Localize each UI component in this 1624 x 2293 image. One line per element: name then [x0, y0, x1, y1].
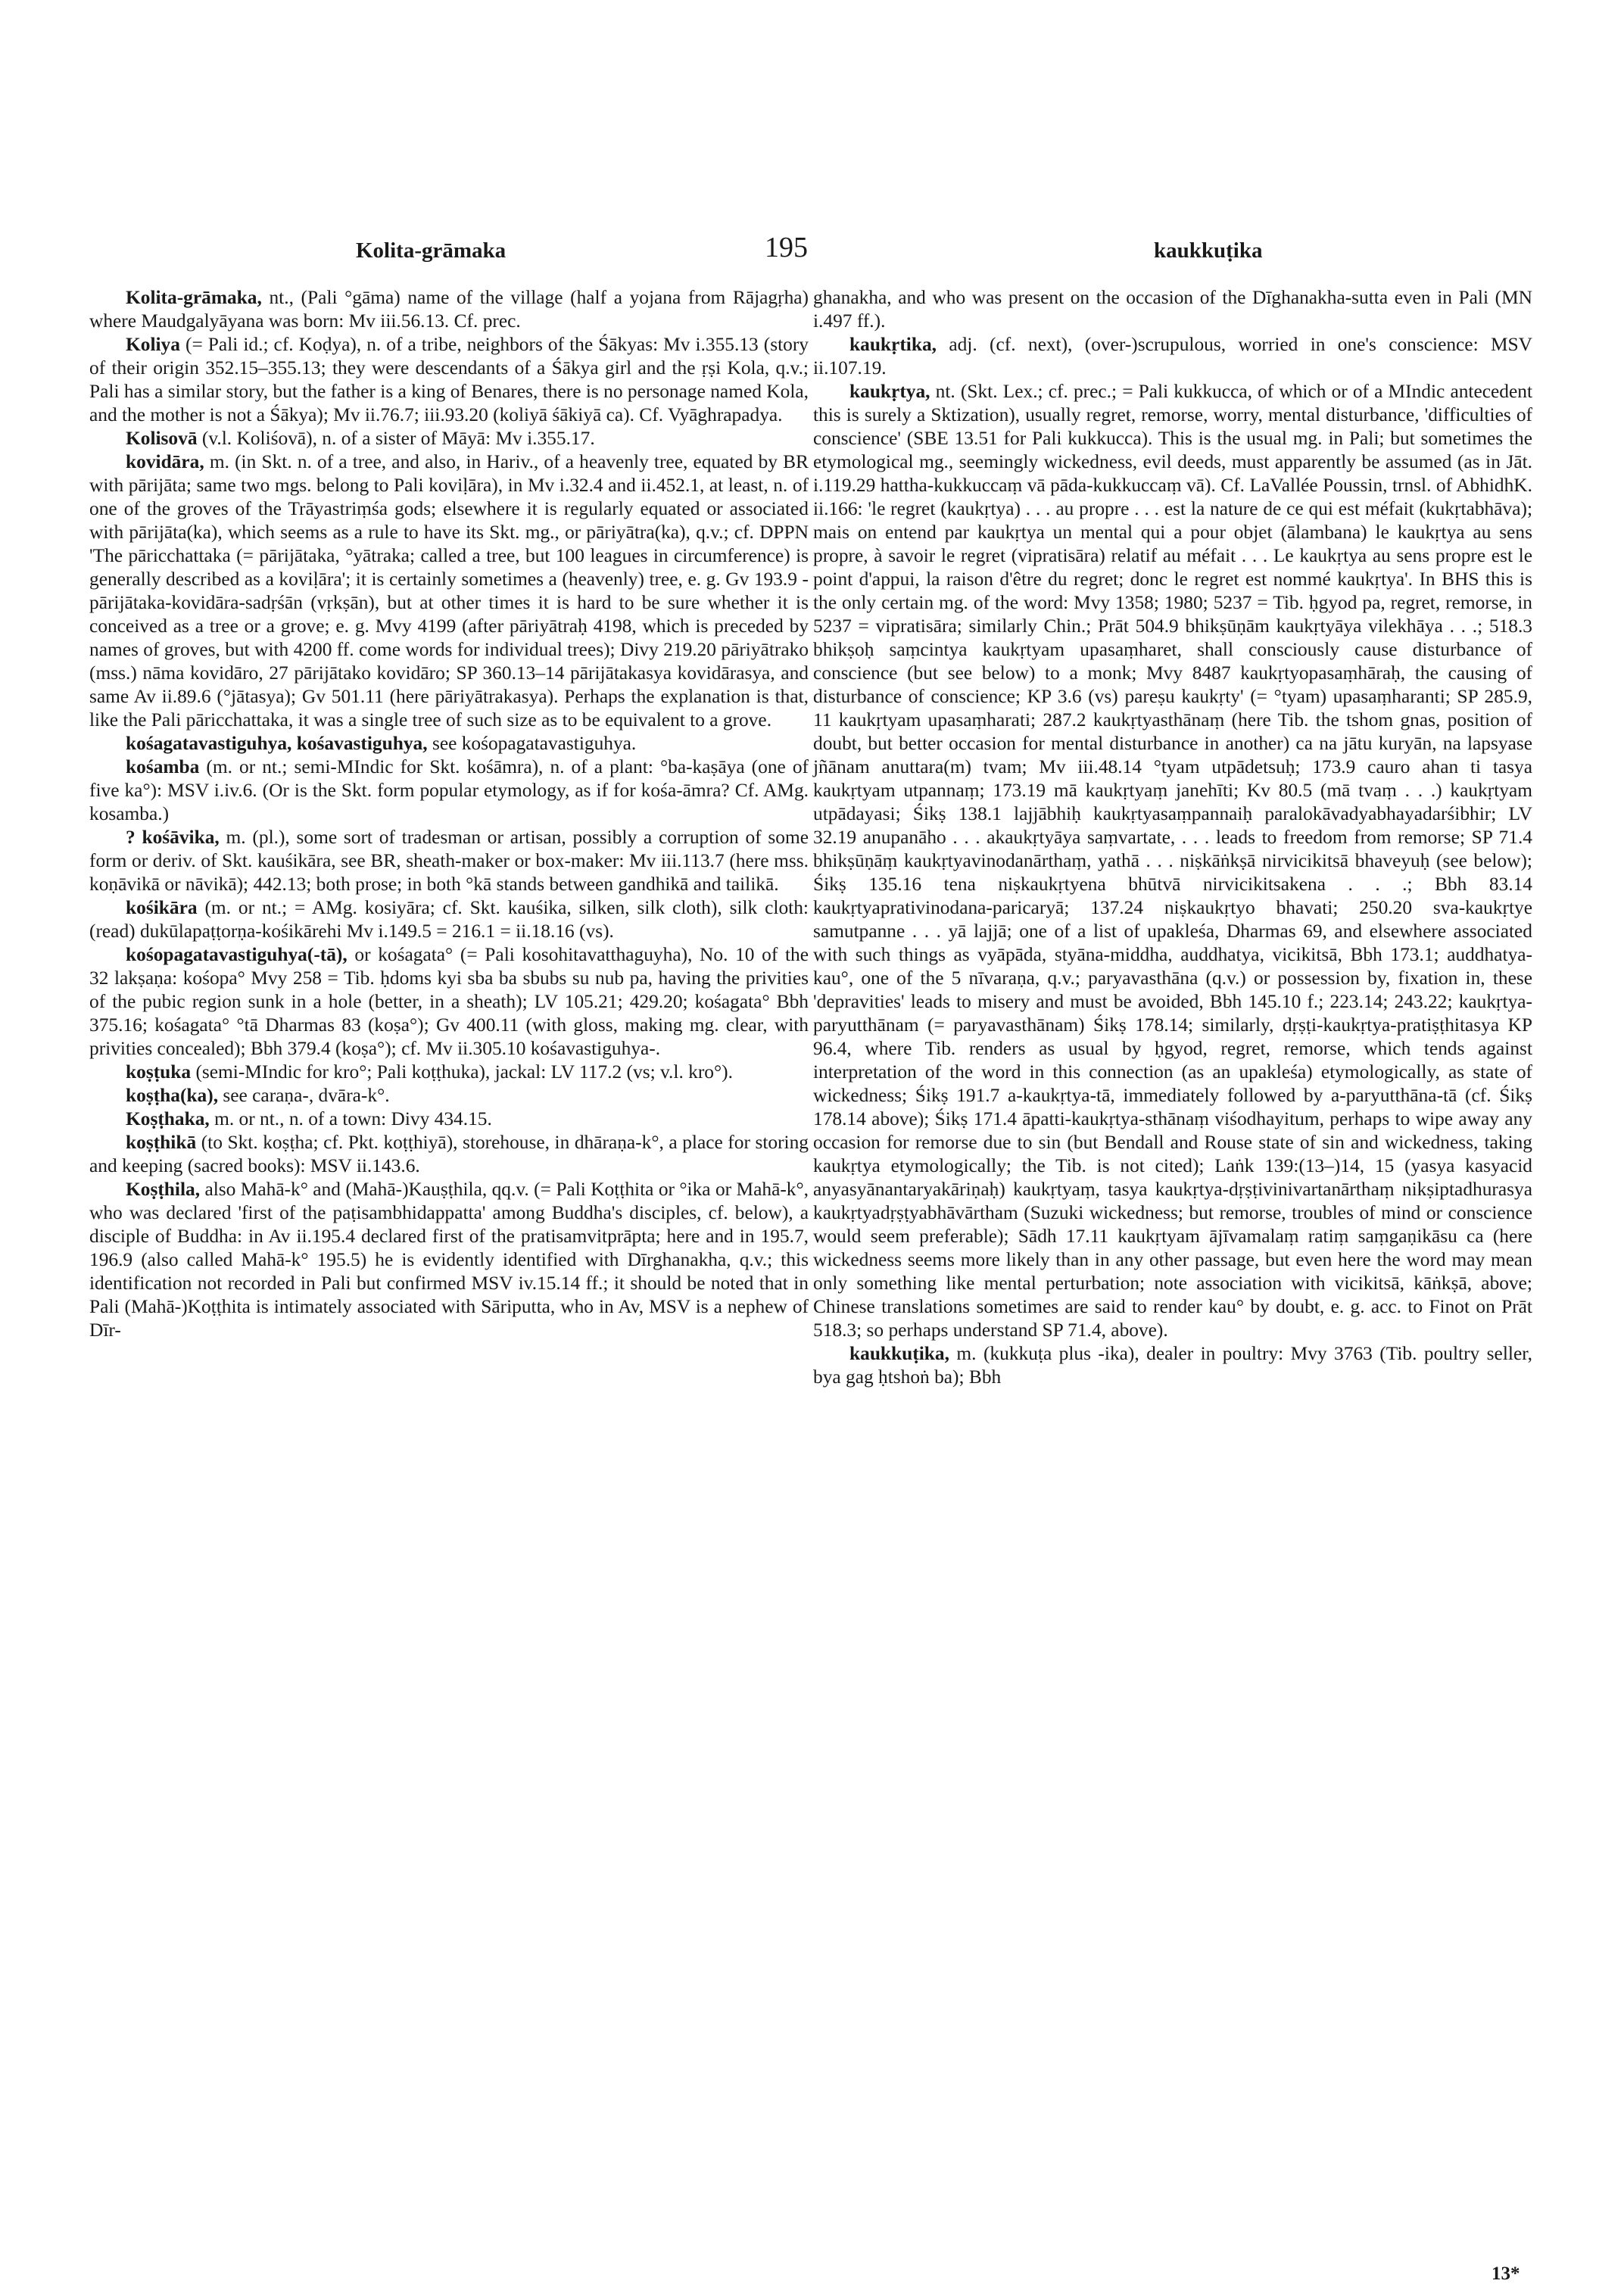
entry-text: ghanakha, and who was present on the occasion of the Dīghanakha-sutta even in Pali (MN i.497 ff.). [813, 287, 1532, 332]
running-header [0, 231, 1624, 276]
dictionary-entry [89, 896, 809, 943]
entry-text: (m. or nt.; = AMg. kosiyāra; cf. Skt. kauśika, silken, silk cloth), silk cloth: (read) dukūlapaṭṭorṇa-kośikārehi Mv i.149.5 = 216.1 = ii.18.16 (vs). [89, 897, 809, 942]
entry-headword: Koṣṭhila, [126, 1179, 201, 1200]
entry-text: m. or nt., n. of a town: Divy 434.15. [209, 1108, 492, 1129]
dictionary-entry [813, 333, 1532, 380]
entry-headword: koṣṭhikā [126, 1132, 197, 1153]
entry-text: nt., (Pali °gāma) name of the village (half a yojana from Rājagṛha) where Maudgalyāyana was born: Mv iii.56.13. Cf. prec. [89, 287, 809, 332]
entry-headword: kośikāra [126, 897, 198, 918]
entry-headword: Koliya [126, 334, 180, 355]
entry-headword: Kolita-grāmaka, [126, 287, 262, 308]
dictionary-entry [89, 450, 809, 732]
entry-text: (semi-MIndic for kro°; Pali koṭṭhuka), jackal: LV 117.2 (vs; v.l. kro°). [191, 1061, 733, 1083]
entry-headword: koṣṭha(ka), [126, 1085, 219, 1106]
entry-headword: Kolisovā [126, 428, 198, 449]
entry-text: (m. or nt.; semi-MIndic for Skt. kośāmra), n. of a plant: °ba-kaṣāya (one of five ka°): MSV i.iv.6. (Or is the Skt. form popular etymology, as if for kośa-āmra? Cf. AMg. kosamba.) [89, 756, 809, 824]
dictionary-entry [89, 427, 809, 450]
entry-text: also Mahā-k° and (Mahā-)Kauṣṭhila, qq.v. (= Pali Koṭṭhita or °ika or Mahā-k°, who was declared 'first of the paṭisambhidappatta' among Buddha's disciples, cf. below), a disciple of Buddha: in Av ii.195.4 declared first of the pratisamvitprāpta; here and in 195.7, 196.9 (also called Mahā-k° 195.5) he is evidently identified with Dīrghanakha, q.v.; this identification not recorded in Pali but confirmed MSV iv.15.14 ff.; it should be noted that in Pali (Mahā-)Koṭṭhita is intimately associated with Sāriputta, who in Av, MSV is a nephew of Dīr- [89, 1179, 809, 1341]
entry-text: m. (kukkuṭa plus -ika), dealer in poultry: Mvy 3763 (Tib. poultry seller, bya gag ḥtshoṅ ba); Bbh [813, 1343, 1532, 1388]
page-number: 195 [765, 232, 808, 263]
entry-text: see caraṇa-, dvāra-k°. [218, 1085, 390, 1106]
entry-headword: Koṣṭhaka, [126, 1108, 210, 1129]
dictionary-entry [813, 380, 1532, 1342]
dictionary-entry [89, 1084, 809, 1108]
dictionary-entry [89, 286, 809, 333]
dictionary-entry [89, 1061, 809, 1084]
dictionary-entry [89, 1178, 809, 1342]
entry-text: m. (pl.), some sort of tradesman or artisan, possibly a corruption of some form or deriv. of Skt. kauśikāra, see BR, sheath-maker or box-maker: Mv iii.113.7 (here mss. koṇāvikā or nāvikā); 442.13; both prose; in both °kā stands between gandhikā and tailikā. [89, 827, 809, 895]
header-left-guideword: Kolita-grāmaka [356, 238, 507, 263]
entry-text: see kośopagatavastiguhya. [427, 733, 637, 754]
signature-mark: 13* [1492, 2263, 1520, 2284]
dictionary-entry [89, 732, 809, 756]
dictionary-entry [89, 1131, 809, 1178]
entry-headword: kaukṛtya, [849, 381, 930, 402]
entry-headword: kaukkuṭika, [849, 1343, 949, 1364]
right-column [813, 286, 1532, 1389]
dictionary-entry [89, 333, 809, 427]
dictionary-entry [89, 943, 809, 1061]
header-right-guideword: kaukkuṭika [1154, 238, 1263, 263]
left-column [89, 286, 809, 1342]
dictionary-entry [89, 1108, 809, 1131]
entry-text: (= Pali id.; cf. Koḍya), n. of a tribe, neighbors of the Śākyas: Mv i.355.13 (story of their origin 352.15–355.13; they were descendants of a Śākya girl and the ṛṣi Kola, q.v.; Pali has a similar story, but the father is a king of Benares, there is no personage named Kola, and the mother is not a Śākya); Mv ii.76.7; iii.93.20 (koliyā śākiyā ca). Cf. Vyāghrapadya. [89, 334, 809, 425]
dictionary-entry [89, 826, 809, 896]
entry-text: adj. (cf. next), (over-)scrupulous, worried in one's conscience: MSV ii.107.19. [813, 334, 1532, 379]
entry-headword: kośamba [126, 756, 200, 777]
dictionary-entry [813, 1342, 1532, 1389]
entry-text: nt. (Skt. Lex.; cf. prec.; = Pali kukkucca, of which or of a MIndic antecedent this is surely a Sktization), usually regret, remorse, worry, mental disturbance, 'difficulties of conscience' (SBE 13.51 for Pali kukkucca). This is the usual mg. in Pali; but sometimes the etymological mg., seemingly wickedness, evil deeds, must apparently be assumed (as in Jāt. i.119.29 hattha-kukkuccaṃ vā pāda-kukkuccaṃ vā). Cf. LaVallée Poussin, trnsl. of AbhidhK. ii.166: 'le regret (kaukṛtya) . . . au propre . . . est la nature de ce qui est méfait (kukṛtabhāva); mais on entend par kaukṛtya un mental qui a pour objet (ālambana) le kaukṛtya au sens propre, à savoir le regret (vipratisāra) relatif au méfait . . . Le kaukṛtya au sens propre est le point d'appui, la raison d'être du regret; donc le regret est nommé kaukṛtya'. In BHS this is the only certain mg. of the word: Mvy 1358; 1980; 5237 = Tib. ḥgyod pa, regret, remorse, in 5237 = vipratisāra; similarly Chin.; Prāt 504.9 bhikṣūṇām kaukṛtyāya vilekhāya . . .; 518.3 bhikṣoḥ saṃcintya kaukṛtyam upasaṃharet, shall consciously cause disturbance of conscience (but see below) to a monk; Mvy 8487 kaukṛtyopasaṃhāraḥ, the causing of disturbance of conscience; KP 3.6 (vs) pareṣu kaukṛty' (= °tyam) upasaṃharanti; SP 285.9, 11 kaukṛtyam upasaṃharati; 287.2 kaukṛtyasthānaṃ (here Tib. the tshom gnas, position of doubt, but better occasion for mental disturbance in another) ca na jātu kuryān, na lapsyase jñānam anuttara(m) tvam; Mv iii.48.14 °tyam utpādetsuḥ; 173.9 cauro ahan ti tasya kaukṛtyam utpannaṃ; 173.19 mā kaukṛtyaṃ janehīti; Kv 80.5 (mā tvaṃ . . .) kaukṛtyam utpādayasi; Śikṣ 138.1 lajjābhiḥ kaukṛtyasaṃpannaiḥ paralokāvadyabhayadarśibhir; LV 32.19 anupanāho . . . akaukṛtyāya saṃvartate, . . . leads to freedom from remorse; SP 71.4 bhikṣūṇāṃ kaukṛtyavinodanārthaṃ, yathā . . . niṣkāṅkṣā nirvicikitsā bhaveyuḥ (see below); Śikṣ 135.16 tena niṣkaukṛtyena bhūtvā nirvicikitsakena . . .; Bbh 83.14 kaukṛtyaprativinodana-paricaryā; 137.24 niṣkaukṛtyo bhavati; 250.20 sva-kaukṛtye samutpanne . . . yā lajjā; one of a list of upakleśa, Dharmas 69, and elsewhere associated with such things as vyāpāda, styāna-middha, auddhatya, vicikitsā, Bbh 173.1; auddhatya-kau°, one of the 5 nīvaraṇa, q.v.; paryavasthāna (q.v.) or possession by, fixation in, these 'depravities' leads to misery and must be avoided, Bbh 145.10 f.; 223.14; 243.22; kaukṛtya-paryutthānam (= paryavasthānam) Śikṣ 178.14; similarly, dṛṣṭi-kaukṛtya-pratiṣṭhitasya KP 96.4, where Tib. renders as usual by ḥgyod, regret, remorse, which tends against interpretation of the word in this connection (as an upakleśa) etymologically, as state of wickedness; Śikṣ 191.7 a-kaukṛtya-tā, immediately followed by a-paryutthāna-tā (cf. Śikṣ 178.14 above); Śikṣ 171.4 āpatti-kaukṛtya-sthānaṃ viśodhayitum, perhaps to wipe away any occasion for remorse due to sin (but Bendall and Rouse state of sin and wickedness, taking kaukṛtya etymologically; the Tib. is not cited); Laṅk 139:(13–)14, 15 (yasya kasyacid anyasyānantaryakāriṇaḥ) kaukṛtyaṃ, tasya kaukṛtya-dṛṣṭivinivartanārthaṃ nikṣiptadhurasya kaukṛtyadṛṣṭyabhāvārtham (Suzuki wickedness; but remorse, troubles of mind or conscience would seem preferable); Sādh 17.11 kaukṛtyam ājīvamalaṃ ratiṃ saṃgaṇikāsu ca (here wickedness seems more likely than in any other passage, but even here the word may mean only something like mental perturbation; note association with vicikitsā, kāṅkṣā, above; Chinese translations sometimes are said to render kau° by doubt, e. g. acc. to Finot on Prāt 518.3; so perhaps understand SP 71.4, above). [813, 381, 1532, 1341]
entry-text: m. (in Skt. n. of a tree, and also, in Hariv., of a heavenly tree, equated by BR with pārijāta; same two mgs. belong to Pali koviḷāra), in Mv i.32.4 and ii.452.1, at least, n. of one of the groves of the Trāyastriṃśa gods; elsewhere it is regularly equated or associated with pārijāta(ka), which seems as a rule to have its Skt. mg., or pāriyātra(ka), q.v.; cf. DPPN 'The pāricchattaka (= pārijātaka, °yātraka; called a tree, but 100 leagues in circumference) is generally described as a koviḷāra'; it is certainly sometimes a (heavenly) tree, e. g. Gv 193.9 -pārijātaka-kovidāra-sadṛśān (vṛkṣān), but at other times it is hard to be sure whether it is conceived as a tree or a grove; e. g. Mvy 4199 (after pāriyātraḥ 4198, which is preceded by names of groves, but with 4200 ff. come words for individual trees); Divy 219.20 pāriyātrako (mss.) nāma kovidāro, 27 pārijātako kovidāro; SP 360.13–14 pārijātakasya kovidārasya, and same Av ii.89.6 (°jātasya); Gv 501.11 (here pāriyātrakasya). Perhaps the explanation is that, like the Pali pāricchattaka, it was a single tree of such size as to be equivalent to a grove. [89, 451, 809, 731]
dictionary-entry [813, 286, 1532, 333]
entry-headword: koṣṭuka [126, 1061, 192, 1083]
entry-headword: kośopagatavastiguhya(-tā), [126, 944, 348, 965]
entry-headword: kaukṛtika, [849, 334, 937, 355]
entry-text: or kośagata° (= Pali kosohitavatthaguyha), No. 10 of the 32 lakṣaṇa: kośopa° Mvy 258 = Tib. ḥdoms kyi sba ba sbubs su nub pa, having the privities of the pubic region sunk in a hole (better, in a sheath); LV 105.21; 429.20; kośagata° Bbh 375.16; kośagata° °tā Dharmas 83 (koṣa°); Gv 400.11 (with gloss, making mg. clear, with privities concealed); Bbh 379.4 (koṣa°); cf. Mv ii.305.10 kośavastiguhya-. [89, 944, 809, 1059]
entry-headword: ? kośāvika, [126, 827, 220, 848]
dictionary-entry [89, 756, 809, 826]
entry-headword: kovidāra, [126, 451, 204, 472]
entry-headword: kośagatavastiguhya, kośavastiguhya, [126, 733, 428, 754]
entry-text: (v.l. Koliśovā), n. of a sister of Māyā: Mv i.355.17. [197, 428, 595, 449]
entry-text: (to Skt. koṣṭha; cf. Pkt. koṭṭhiyā), storehouse, in dhāraṇa-k°, a place for storing and keeping (sacred books): MSV ii.143.6. [89, 1132, 809, 1176]
